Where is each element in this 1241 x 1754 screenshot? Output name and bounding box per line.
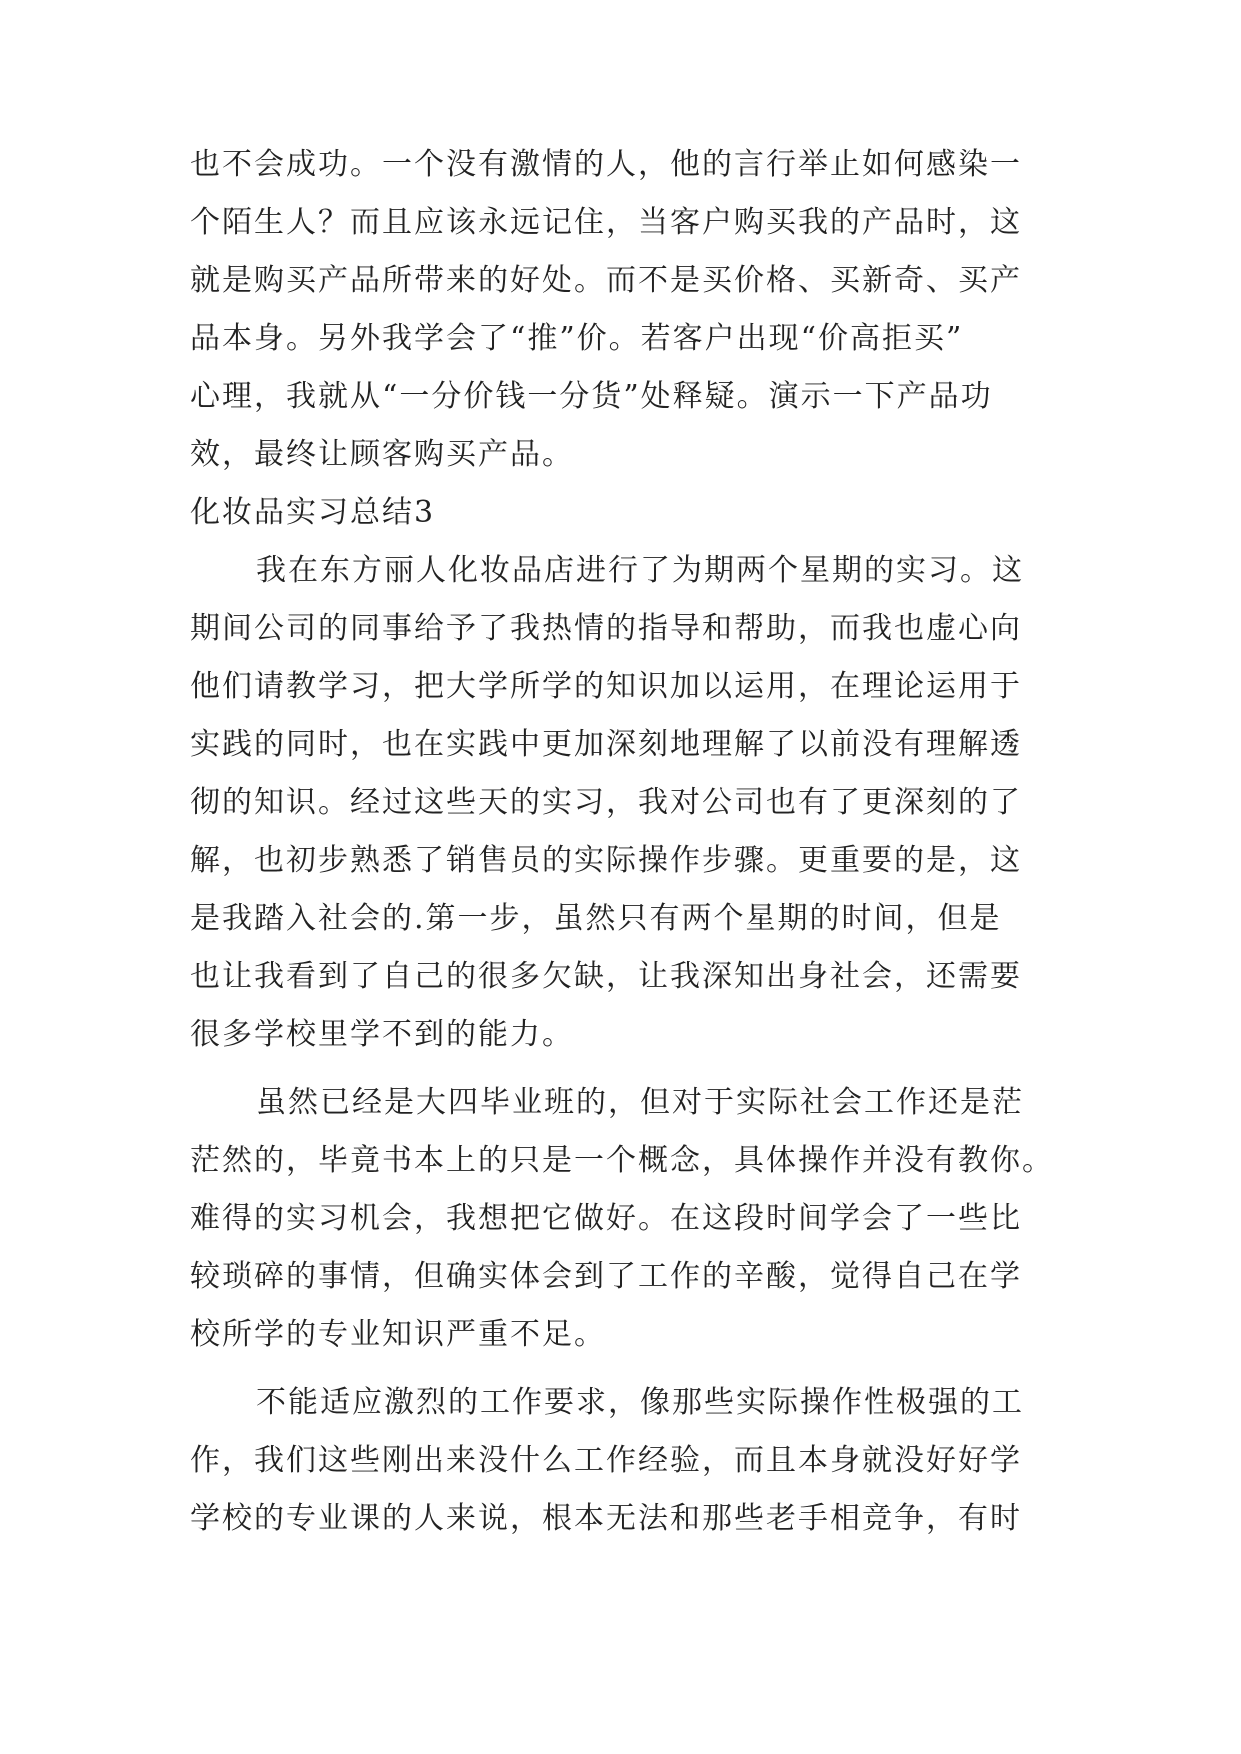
paragraph-continuation xyxy=(190,136,1050,484)
paragraph-2 xyxy=(190,1074,1054,1364)
text-line: 很多学校里学不到的能力。 xyxy=(190,1017,574,1052)
text-line: 不能适应激烈的工作要求，像那些实际操作性极强的工 xyxy=(256,1385,1024,1420)
text-line: 也不会成功。一个没有激情的人，他的言行举止如何感染一 xyxy=(190,147,1022,182)
paragraph-spacer xyxy=(190,1064,1050,1074)
text-line: 个陌生人？而且应该永远记住，当客户购买我的产品时，这 xyxy=(190,205,1022,240)
text-line: 较琐碎的事情，但确实体会到了工作的辛酸，觉得自己在学 xyxy=(190,1259,1022,1294)
text-line: 虽然已经是大四毕业班的，但对于实际社会工作还是茫 xyxy=(256,1085,1024,1120)
text-line: 期间公司的同事给予了我热情的指导和帮助，而我也虚心向 xyxy=(190,611,1022,646)
text-line: 是我踏入社会的.第一步，虽然只有两个星期的时间，但是 xyxy=(190,901,1002,936)
text-line: 心理，我就从“一分价钱一分货”处释疑。演示一下产品功 xyxy=(190,379,993,414)
paragraph-3 xyxy=(190,1374,1050,1548)
text-line: 学校的专业课的人来说，根本无法和那些老手相竞争，有时 xyxy=(190,1501,1022,1536)
text-line: 茫然的，毕竟书本上的只是一个概念，具体操作并没有教你。 xyxy=(190,1143,1054,1178)
section-heading: 化妆品实习总结3 xyxy=(190,495,436,530)
text-line: 品本身。另外我学会了“推”价。若客户出现“价高拒买” xyxy=(190,321,964,356)
text-line: 我在东方丽人化妆品店进行了为期两个星期的实习。这 xyxy=(256,553,1024,588)
text-line: 难得的实习机会，我想把它做好。在这段时间学会了一些比 xyxy=(190,1201,1022,1236)
text-line: 校所学的专业知识严重不足。 xyxy=(190,1317,606,1352)
text-line: 解，也初步熟悉了销售员的实际操作步骤。更重要的是，这 xyxy=(190,843,1022,878)
document-page xyxy=(190,136,1054,1548)
paragraph-spacer xyxy=(190,1364,1050,1374)
text-line: 也让我看到了自己的很多欠缺，让我深知出身社会，还需要 xyxy=(190,959,1022,994)
text-line: 彻的知识。经过这些天的实习，我对公司也有了更深刻的了 xyxy=(190,785,1022,820)
text-line: 就是购买产品所带来的好处。而不是买价格、买新奇、买产 xyxy=(190,263,1022,298)
text-line: 效，最终让顾客购买产品。 xyxy=(190,437,574,472)
text-line: 实践的同时，也在实践中更加深刻地理解了以前没有理解透 xyxy=(190,727,1022,762)
text-line: 作，我们这些刚出来没什么工作经验，而且本身就没好好学 xyxy=(190,1443,1022,1478)
text-line: 他们请教学习，把大学所学的知识加以运用，在理论运用于 xyxy=(190,669,1022,704)
paragraph-1 xyxy=(190,542,1050,1064)
